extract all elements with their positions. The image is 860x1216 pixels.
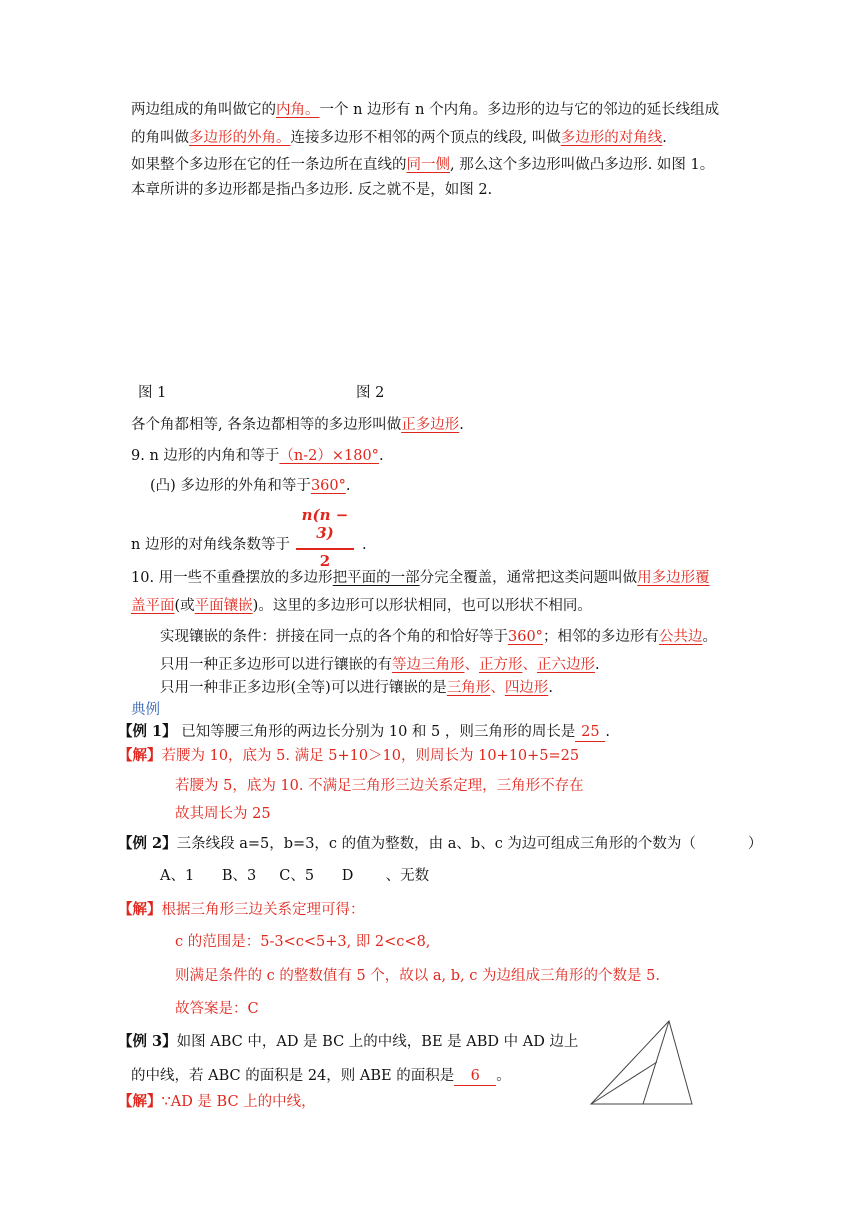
figure-2-caption: 图 2 <box>356 385 385 401</box>
tiling-condition: 实现镶嵌的条件：拼接在同一点的各个角的和恰好等于360°；相邻的多边形有公共边。 <box>160 629 717 645</box>
answer-quadrilateral: 四边形 <box>504 680 549 696</box>
fraction-denominator: 2 <box>296 548 354 570</box>
answer-angle-sum: 360° <box>508 629 543 645</box>
example-3-line-1: 【例 3】如图 ABC 中，AD 是 BC 上的中线，BE 是 ABD 中 AD 边上 <box>118 1033 579 1050</box>
term-regular-polygon: 正多边形 <box>401 417 460 433</box>
item-10-line-2: 盖平面(或平面镶嵌)。这里的多边形可以形状相同，也可以形状不相同。 <box>131 598 592 614</box>
answer-hexagon: 正六边形 <box>537 657 595 673</box>
item-10-line-1: 10. 用一些不重叠摆放的多边形把平面的一部分完全覆盖，通常把这类问题叫做用多边形覆 <box>131 570 710 586</box>
example-2-options: A、1 B、3 C、5 D 、无数 <box>160 868 430 884</box>
solution-3-line-1: 【解】∵AD 是 BC 上的中线， <box>118 1093 316 1110</box>
term-tiling: 用多边形覆 <box>637 570 710 586</box>
figure-1-caption: 图 1 <box>138 385 167 401</box>
answer-example-1: 25 <box>575 723 605 742</box>
triangle-abc <box>591 1021 692 1104</box>
answer-square: 正方形 <box>479 657 523 673</box>
term-same-side: 同一侧 <box>406 157 450 173</box>
paragraph-regular-polygon: 各个角都相等, 各条边都相等的多边形叫做正多边形. <box>131 417 464 433</box>
answer-exterior-sum: 360° <box>310 478 346 494</box>
item-9: 9. n 边形的内角和等于（n-2）×180°. <box>131 448 384 464</box>
example-2: 【例 2】三条线段 a=5，b=3，c 的值为整数，由 a、b、c 为边可组成三角形的个数为（ ） <box>118 835 763 852</box>
term-plane-tessellation: 平面镶嵌 <box>194 598 253 614</box>
term-tiling-cont: 盖平面 <box>131 598 175 614</box>
solution-1-line-1: 【解】若腰为 10，底为 5. 满足 5+10＞10，则周长为 10+10+5=25 <box>118 747 580 764</box>
example-1: 【例 1】 已知等腰三角形的两边长分别为 10 和 5 ，则三角形的周长是 25 . <box>118 723 610 740</box>
example-3-line-2: 的中线，若 ABC 的面积是 24，则 ABE 的面积是 6 。 <box>131 1068 511 1084</box>
irregular-tiling: 只用一种非正多边形(全等)可以进行镶嵌的是三角形、四边形. <box>160 680 553 696</box>
answer-equilateral-triangle: 等边三角形 <box>392 657 465 673</box>
paragraph-2: 的角叫做多边形的外角。连接多边形不相邻的两个顶点的线段, 叫做多边形的对角线. <box>131 130 667 146</box>
paragraph-1: 两边组成的角叫做它的内角。一个 n 边形有 n 个内角。多边形的边与它的邻边的延长线组成 <box>131 102 720 118</box>
triangle-figure <box>585 1018 705 1108</box>
solution-2-line-3: 则满足条件的 c 的整数值有 5 个，故以 a, b, c 为边组成三角形的个数是 5. <box>175 968 660 984</box>
paragraph-3: 如果整个多边形在它的任一条边所在直线的同一侧, 那么这个多边形叫做凸多边形. 如图 1。 <box>131 157 715 173</box>
solution-2-line-2: c 的范围是：5-3<c<5+3, 即 2<c<8, <box>175 934 431 950</box>
answer-triangle: 三角形 <box>446 680 491 696</box>
item-diagonal-count: n 边形的对角线条数等于 . <box>131 537 367 553</box>
underlined-phrase: 把平面的一部 <box>332 570 420 586</box>
answer-common-edge: 公共边 <box>658 629 703 645</box>
solution-2-line-4: 故答案是：C <box>175 1001 259 1017</box>
fraction-numerator: n(n − 3) <box>301 506 349 542</box>
term-inner-angle: 内角。 <box>276 102 320 118</box>
solution-1-line-3: 故其周长为 25 <box>175 806 271 822</box>
answer-interior-sum: （n-2）×180° <box>279 448 379 464</box>
term-exterior-angle: 多边形的外角。 <box>189 130 291 146</box>
solution-2-line-1: 【解】根据三角形三边关系定理可得： <box>118 901 365 918</box>
term-diagonal: 多边形的对角线 <box>560 130 663 146</box>
item-exterior-sum: (凸) 多边形的外角和等于360°. <box>150 478 351 494</box>
solution-1-line-2: 若腰为 5，底为 10. 不满足三角形三边关系定理，三角形不存在 <box>175 778 584 794</box>
paragraph-4: 本章所讲的多边形都是指凸多边形. 反之就不是，如图 2. <box>131 182 493 198</box>
answer-example-3: 6 <box>454 1067 496 1086</box>
section-title: 典例 <box>131 702 160 718</box>
regular-tiling: 只用一种正多边形可以进行镶嵌的有等边三角形、正方形、正六边形. <box>160 657 600 673</box>
